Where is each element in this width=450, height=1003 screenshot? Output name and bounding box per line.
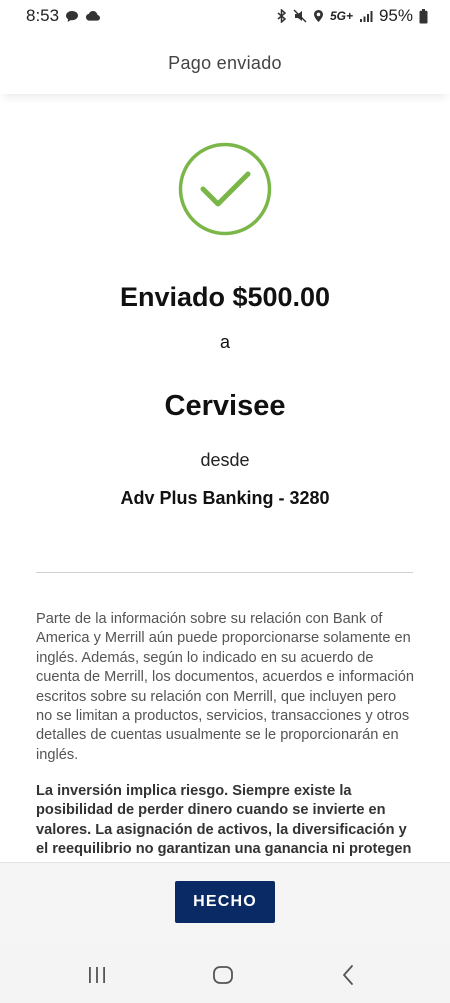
confirmation-content[interactable] — [0, 94, 450, 862]
chat-bubble-icon — [65, 10, 79, 23]
page-title: Pago enviado — [168, 52, 282, 73]
footer-bar — [0, 862, 450, 947]
signal-icon — [359, 10, 373, 23]
source-account: Adv Plus Banking - 3280 — [120, 488, 330, 508]
status-bar-right — [277, 6, 428, 26]
home-icon[interactable] — [212, 965, 234, 985]
to-label: a — [219, 332, 230, 352]
cloud-icon — [85, 10, 101, 22]
recipient-name: Cervisee — [164, 390, 286, 422]
battery-percent: 95% — [378, 6, 413, 25]
language-disclosure: Parte de la información sobre su relación con Bank of America y Merrill aún puede proporcionarse solamente en inglés. Además, según lo indicado en su acuerdo de cuenta de Merrill, los documentos, acuerdos e información escritos sobre su relación con Merrill, que incluyen pero no se limitan a productos, servicios, transacciones y otros detalles de cuentas usualmente se le proporcionarán en inglés. — [36, 611, 415, 763]
mute-icon — [293, 9, 307, 23]
sent-amount: Enviado $500.00 — [119, 282, 331, 312]
battery-icon — [419, 9, 428, 24]
location-icon — [313, 9, 324, 23]
done-button[interactable]: HECHO — [175, 881, 275, 923]
bluetooth-icon — [277, 9, 287, 23]
network-type: 5G+ — [329, 9, 353, 23]
from-label: desde — [200, 450, 250, 470]
divider — [36, 572, 413, 573]
status-bar — [0, 0, 450, 32]
investment-risk-disclosure: La inversión implica riesgo. Siempre existe la posibilidad de perder dinero cuando se invierte en valores. La asignación de activos, la diversificación y el reequilibrio no garantizan una ganancia ni protegen — [36, 783, 412, 858]
recents-icon[interactable] — [87, 966, 107, 984]
app-header — [0, 32, 450, 94]
status-time: 8:53 — [26, 6, 60, 25]
success-check-icon — [178, 142, 272, 236]
system-nav-bar — [0, 946, 450, 1003]
back-icon[interactable] — [340, 964, 356, 986]
status-bar-left — [26, 6, 101, 26]
